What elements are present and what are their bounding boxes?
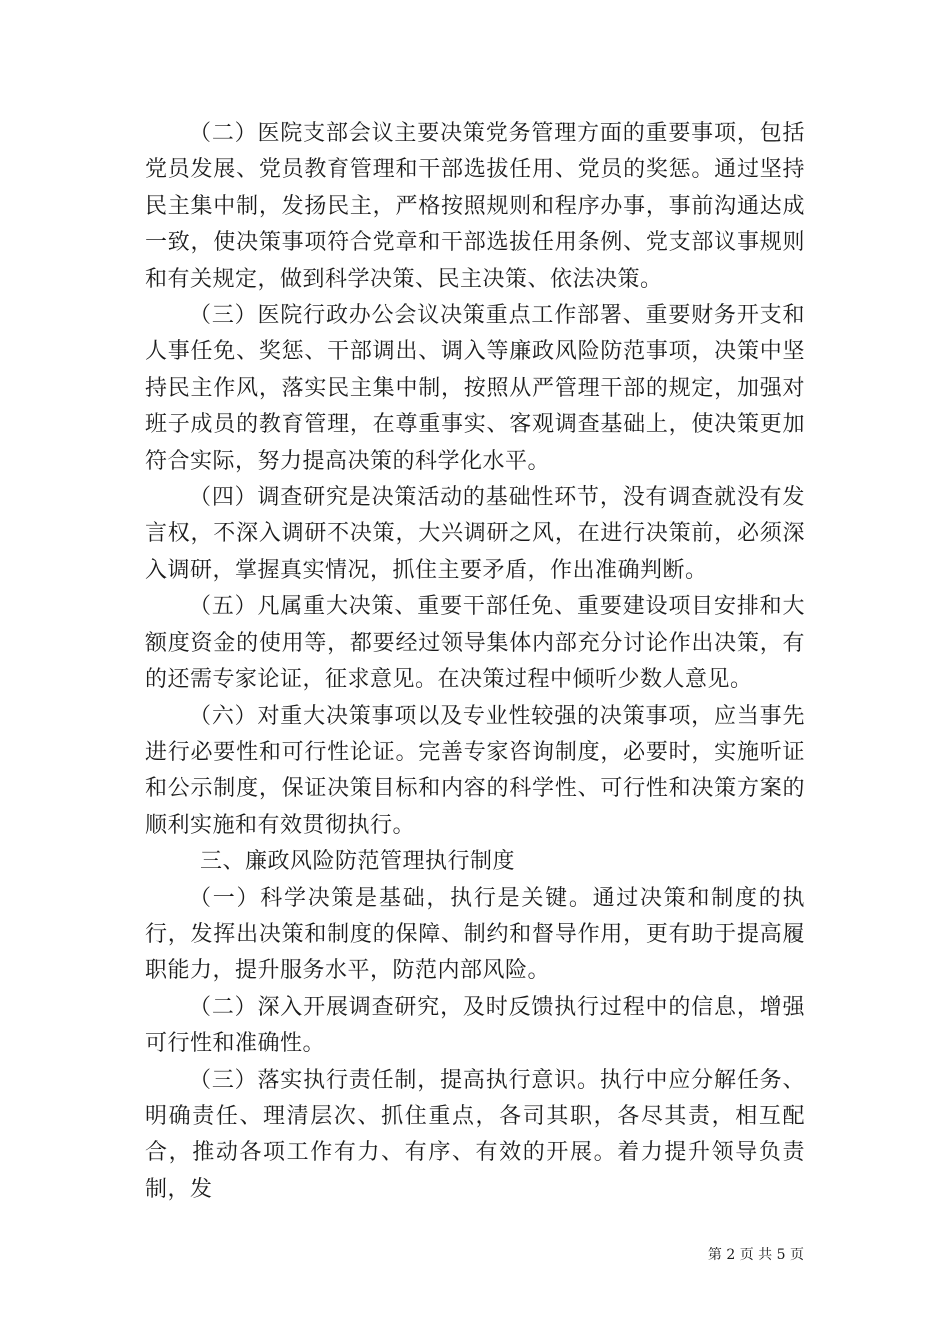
page-number: 第 2 页 共 5 页	[707, 1247, 804, 1263]
paragraph: （四）调查研究是决策活动的基础性环节，没有调查就没有发言权，不深入调研不决策，大兴调研之风，在进行决策前，必须深入调研，掌握真实情况，抓住主要矛盾，作出准确判断。	[145, 485, 805, 583]
paragraph: （二）深入开展调查研究，及时反馈执行过程中的信息，增强可行性和准确性。	[145, 994, 805, 1057]
paragraph: （六）对重大决策事项以及专业性较强的决策事项，应当事先进行必要性和可行性论证。完善专家咨询制度，必要时，实施听证和公示制度，保证决策目标和内容的科学性、可行性和决策方案的顺利实施和有效贯彻执行。	[145, 703, 805, 838]
paragraph: （二）医院支部会议主要决策党务管理方面的重要事项，包括党员发展、党员教育管理和干部选拔任用、党员的奖惩。通过坚持民主集中制，发扬民主，严格按照规则和程序办事，事前沟通达成一致，使决策事项符合党章和干部选拔任用条例、党支部议事规则和有关规定，做到科学决策、民主决策、依法决策。	[145, 121, 805, 292]
section-heading: 三、廉政风险防范管理执行制度	[200, 849, 516, 875]
paragraph: （五）凡属重大决策、重要干部任免、重要建设项目安排和大额度资金的使用等，都要经过领导集体内部充分讨论作出决策，有的还需专家论证，征求意见。在决策过程中倾听少数人意见。	[145, 594, 805, 693]
paragraph: （一）科学决策是基础，执行是关键。通过决策和制度的执行，发挥出决策和制度的保障、制约和督导作用，更有助于提高履职能力，提升服务水平，防范内部风险。	[145, 885, 805, 984]
paragraph: （三）落实执行责任制，提高执行意识。执行中应分解任务、明确责任、理清层次、抓住重点，各司其职，各尽其责，相互配合，推动各项工作有力、有序、有效的开展。着力提升领导负责制，发	[145, 1067, 805, 1202]
paragraph: （三）医院行政办公会议决策重点工作部署、重要财务开支和人事任免、奖惩、干部调出、调入等廉政风险防范事项，决策中坚持民主作风，落实民主集中制，按照从严管理干部的规定，加强对班子成员的教育管理，在尊重事实、客观调查基础上，使决策更加符合实际，努力提高决策的科学化水平。	[145, 303, 805, 474]
document-body	[145, 116, 805, 1208]
